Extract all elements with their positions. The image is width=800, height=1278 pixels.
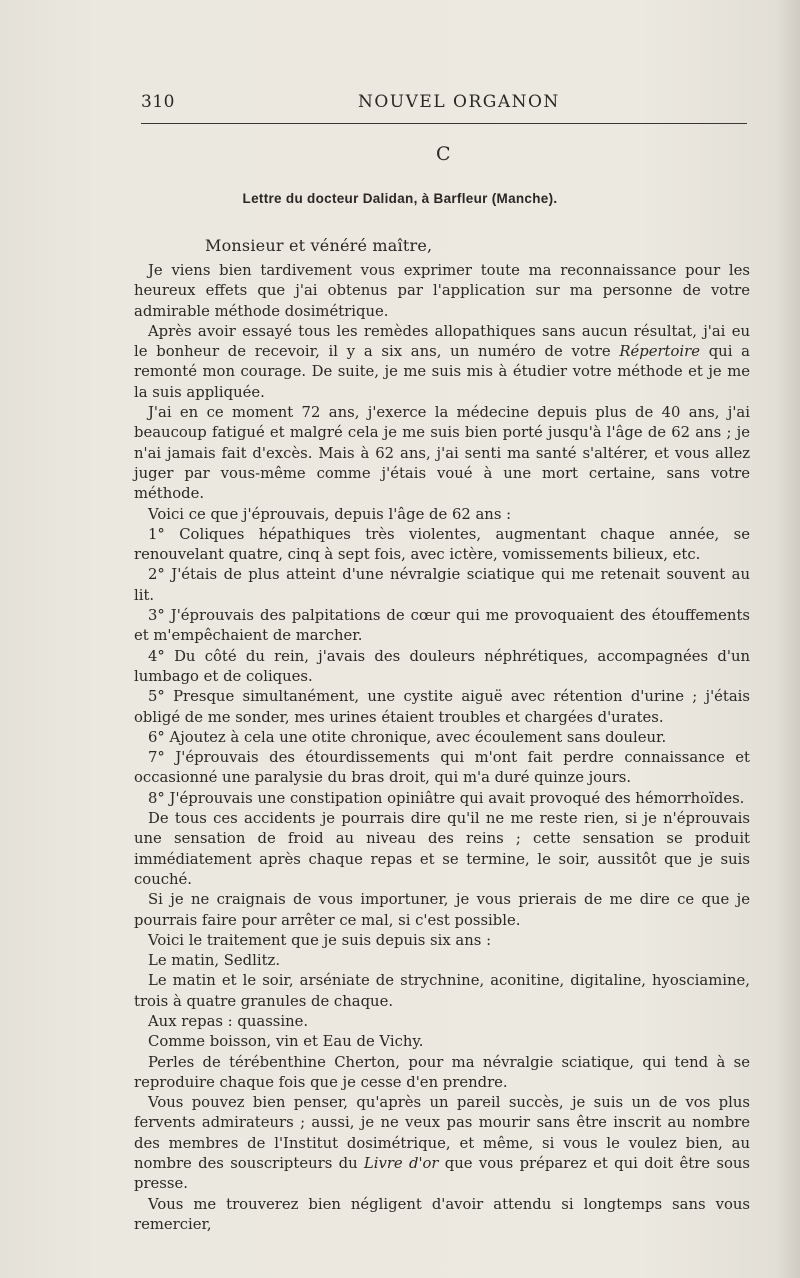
paragraph-text: qui a remonté mon courage. De suite, je me suis mis à étudier votre méthode et je me la suis appliquée. — [134, 343, 750, 401]
salutation: Monsieur et vénéré maître, — [205, 236, 433, 255]
paragraph-text: que vous préparez et qui doit être sous presse. — [134, 1155, 750, 1193]
paragraph: De tous ces accidents je pourrais dire qu'il ne me reste rien, si je n'éprouvais une sensation de froid au niveau des reins ; cette sensation se produit immédiatement après chaque repas et se termine, le soir, aussitôt que je suis couché. — [134, 810, 750, 888]
book-title: Livre d'or — [363, 1155, 439, 1173]
treatment-item: Aux repas : quassine. — [148, 1012, 309, 1030]
treatment-item: Le matin, Sedlitz. — [148, 952, 281, 970]
header-rule — [141, 123, 747, 124]
paragraph: Je viens bien tardivement vous exprimer toute ma reconnaissance pour les heureux effets que j'ai obtenus par l'application sur ma personne de votre admirable méthode dosimétrique. — [134, 262, 750, 320]
list-item: 1° Coliques hépathiques très violentes, augmentant chaque année, se renouvelant quatre, cinq à sept fois, avec ictère, vomissements bilieux, etc. — [134, 525, 750, 564]
treatment-item: Perles de térébenthine Cherton, pour ma névralgie sciatique, qui tend à se reproduire chaque fois que je cesse d'en prendre. — [134, 1053, 750, 1091]
list-item: 7° J'éprouvais des étourdissements qui m'ont fait perdre connaissance et occasionné une paralysie du bras droit, qui m'a duré quinze jours. — [134, 749, 750, 787]
paragraph: Si je ne craignais de vous importuner, je vous prierais de me dire ce que je pourrais faire pour arrêter ce mal, si c'est possible. — [134, 891, 750, 929]
list-item: 2° J'étais de plus atteint d'une névralgie sciatique qui me retenait souvent au lit. — [134, 566, 750, 604]
treatment-item: Le matin et le soir, arséniate de strychnine, aconitine, digitaline, hyosciamine, trois à quatre granules de chaque. — [134, 972, 750, 1010]
paragraph — [134, 322, 750, 403]
paragraph: Voici le traitement que je suis depuis six ans : — [148, 931, 492, 949]
paragraph: J'ai en ce moment 72 ans, j'exerce la médecine depuis plus de 40 ans, j'ai beaucoup fatigué et malgré cela je me suis bien porté jusqu'à l'âge de 62 ans ; je n'ai jamais fait d'excès. Mais à 62 ans, j'ai senti ma santé s'altérer, et vous allez juger par vous-même comme j'étais voué à une mort certaine, sans votre méthode. — [134, 404, 750, 503]
letter-title: Lettre du docteur Dalidan, à Barfleur (Manche). — [242, 191, 558, 206]
paragraph-text: Après avoir essayé tous les remèdes allopathiques sans aucun résultat, j'ai eu le bonheur de recevoir, il y a six ans, un numéro de votre — [134, 322, 750, 361]
paragraph: Voici ce que j'éprouvais, depuis l'âge de 62 ans : — [148, 505, 512, 523]
paragraph-text: Vous pouvez bien penser, qu'après un pareil succès, je suis un de vos plus fervents admirateurs ; aussi, je ne veux pas mourir sans être inscrit au nombre des membres de l'Institut dosimétrique, et même, si vous le voulez bien, au nombre des souscripteurs du — [134, 1094, 750, 1173]
running-title: NOUVEL ORGANON — [358, 92, 560, 112]
journal-title: Répertoire — [619, 343, 700, 361]
section-letter: C — [436, 143, 451, 165]
list-item: 8° J'éprouvais une constipation opiniâtre qui avait provoqué des hémorrhoïdes. — [148, 789, 745, 807]
paragraph: Vous me trouverez bien négligent d'avoir attendu si longtemps sans vous remercier, — [134, 1195, 750, 1233]
list-item: 4° Du côté du rein, j'avais des douleurs néphrétiques, accompagnées d'un lumbago et de coliques. — [134, 647, 750, 685]
letter-body — [134, 261, 750, 1235]
list-item: 5° Presque simultanément, une cystite aiguë avec rétention d'urine ; j'étais obligé de me sonder, mes urines étaient troubles et chargées d'urates. — [134, 688, 750, 726]
page-number: 310 — [141, 92, 175, 112]
treatment-item: Comme boisson, vin et Eau de Vichy. — [148, 1033, 424, 1051]
list-item: 6° Ajoutez à cela une otite chronique, avec écoulement sans douleur. — [148, 728, 667, 746]
paragraph — [134, 1093, 750, 1194]
list-item: 3° J'éprouvais des palpitations de cœur qui me provoquaient des étouffements et m'empêchaient de marcher. — [134, 607, 750, 645]
